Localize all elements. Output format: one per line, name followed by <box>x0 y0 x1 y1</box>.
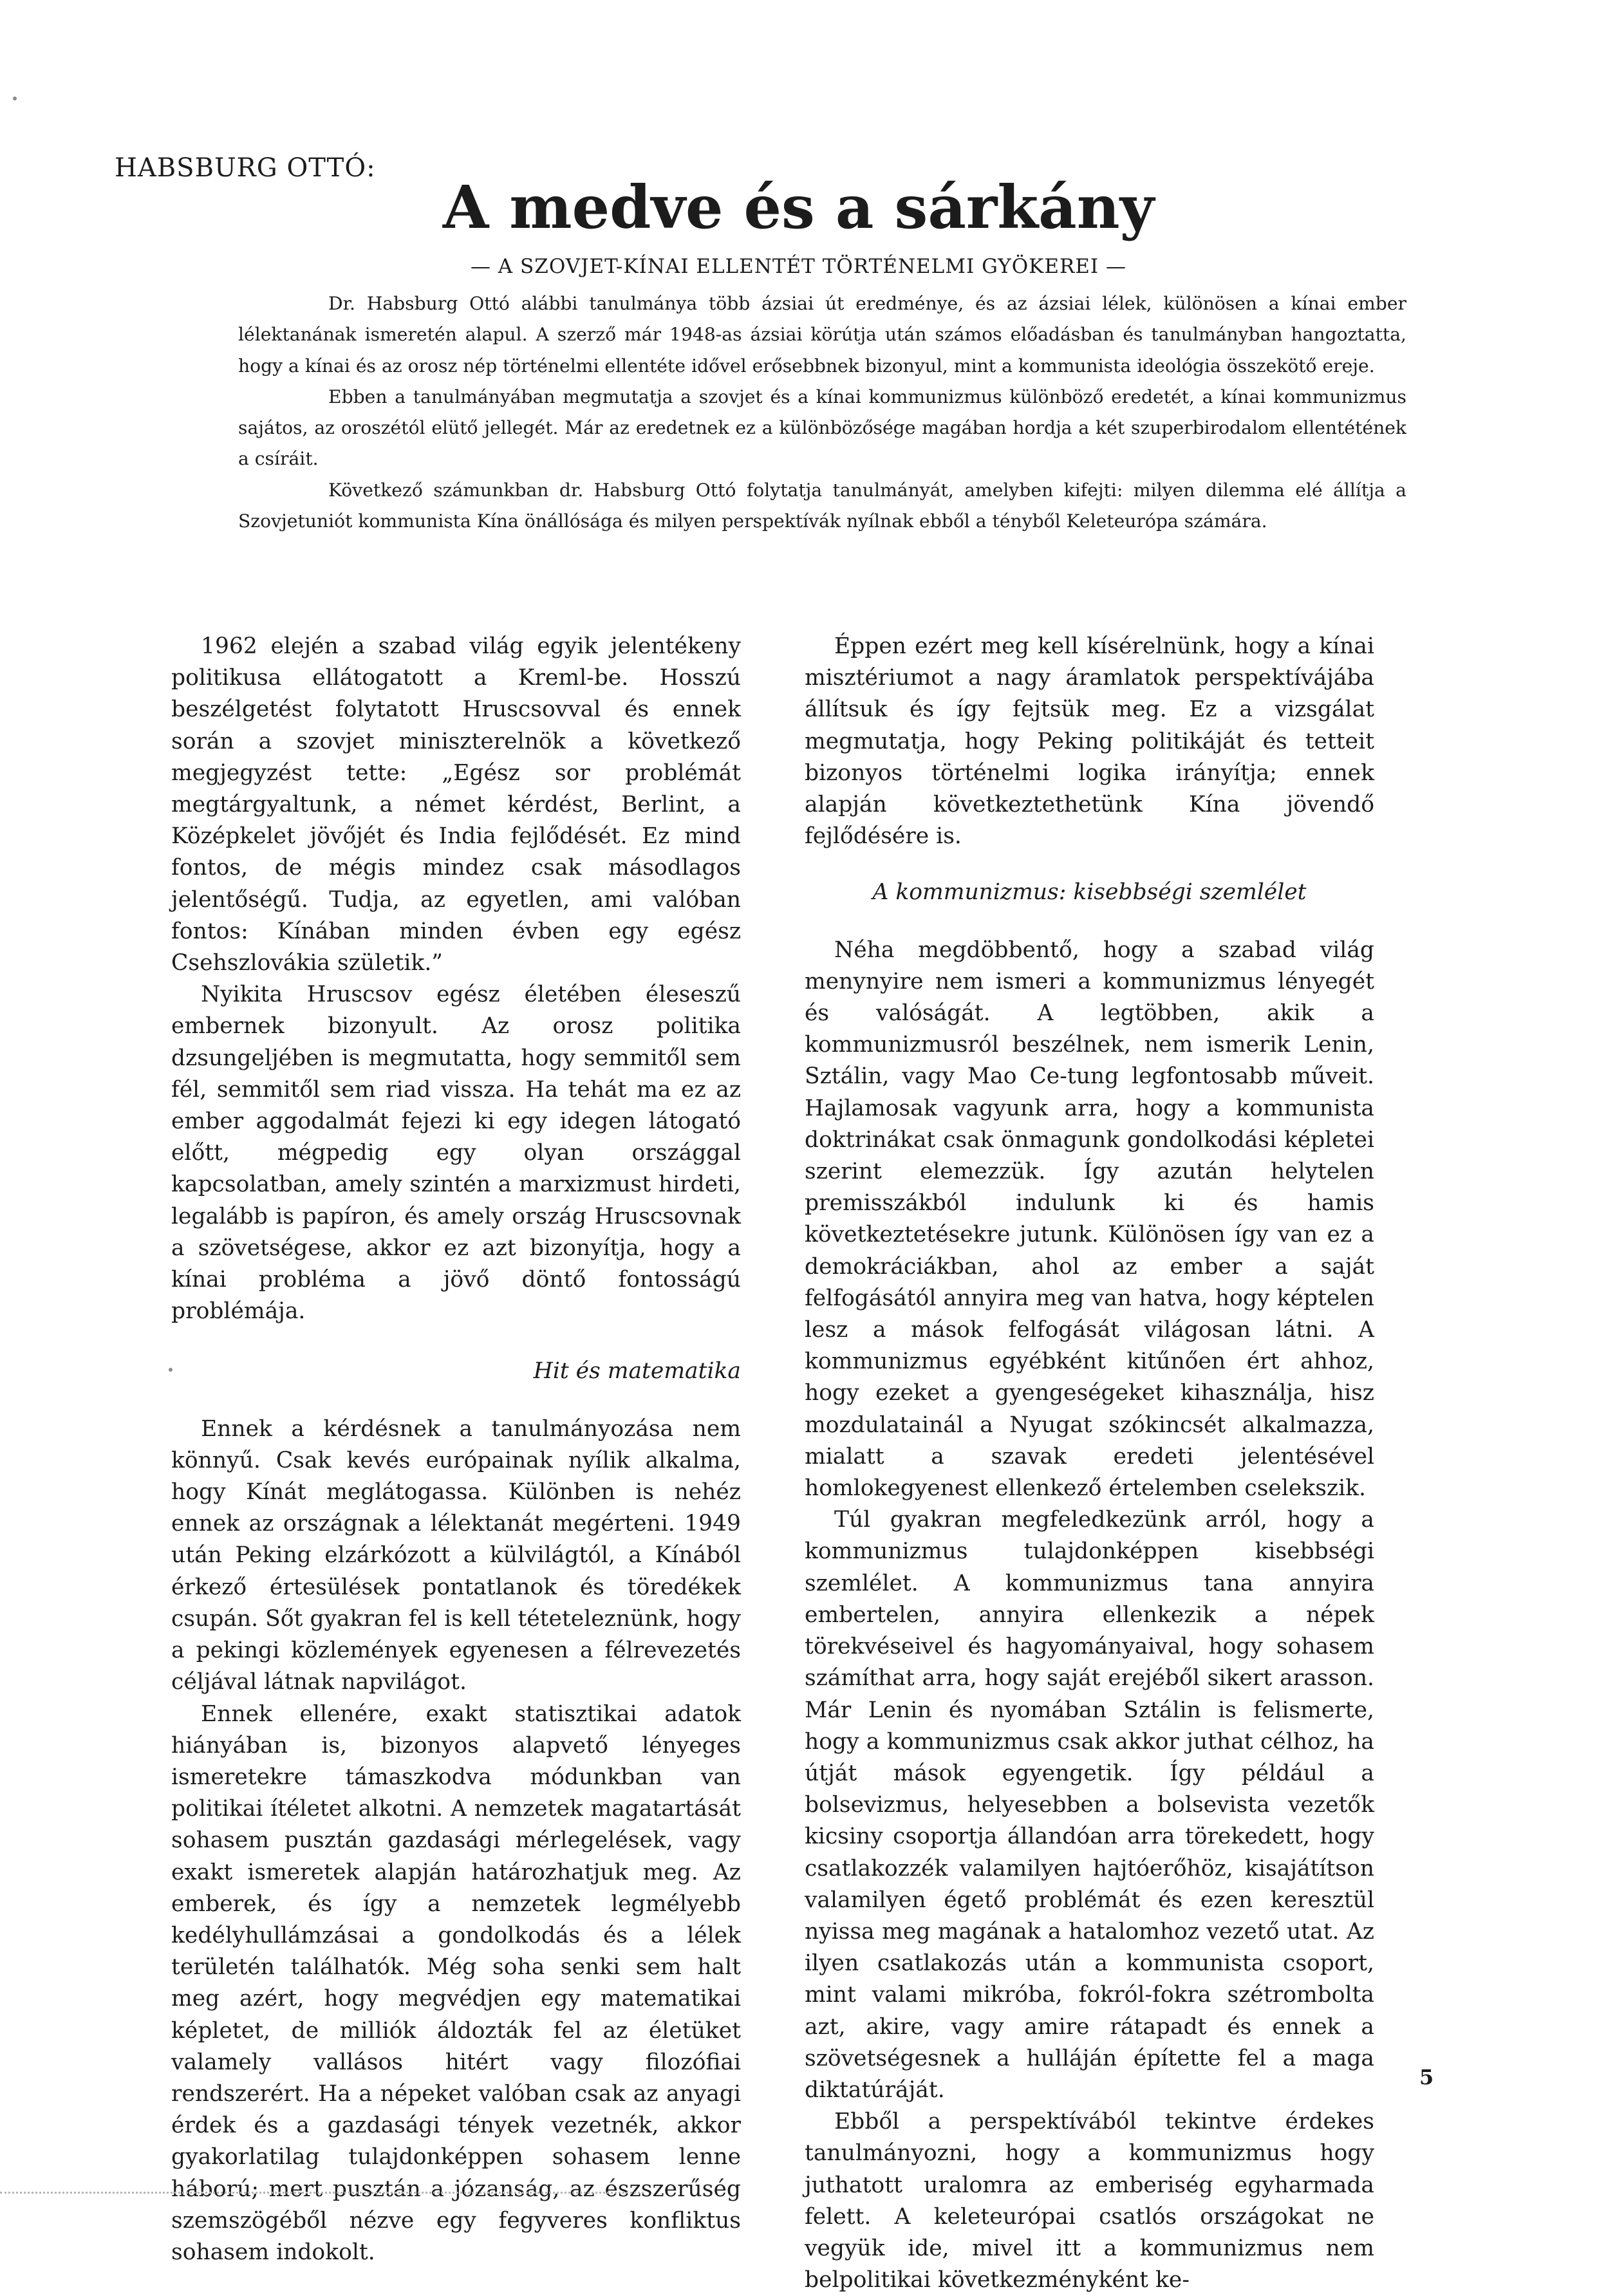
intro-paragraph: Ebben a tanulmányában megmutatja a szovjet és a kínai kommunizmus különböző eredetét, a kínai kommunizmus sajátos, az oroszétól elütő jellegét. Már az eredetnek ez a különbözősége magában hordja a két szuperbirodalom ellentétének a csíráit. <box>238 386 1406 470</box>
section-heading: A kommunizmus: kisebbségi szemlélet <box>872 879 1307 906</box>
body-paragraph: Ennek a kérdésnek a tanulmányozása nem könnyű. Csak kevés európainak nyílik alkalma, hogy Kínát meglátogassa. Különben is nehéz ennek az országnak a lélektanát megérteni. 1949 után Peking elzárkózott a külvilágtól, a Kínából érkező értesülések pontatlanok és töredékek csupán. Sőt gyakran fel is kell téteteleznünk, hogy a pekingi közlemények egyenesen a félrevezetés céljával látnak napvilágot. <box>171 1415 741 1695</box>
body-paragraph: Ennek ellenére, exakt statisztikai adatok hiányában is, bizonyos alapvető lényeges ismeretekre támaszkodva módunkban van politikai ítéletet alkotni. A nemzetek magatartását sohasem pusztán gazdasági mérlegelések, vagy exakt ismeretek alapján határozhatjuk meg. Az emberek, és így a nemzetek legmélyebb kedélyhullámzásai a gondolkodás és a lélek területén találhatók. Még soha senki sem halt meg azért, hogy megvédjen egy matematikai képletet, de milliók áldozták fel az életüket valamely vallásos hitért vagy filozófiai rendszerért. Ha a népeket valóban csak az anyagi érdek és a gazdasági tények vezetnék, akkor gyakorlatilag tulajdonképpen sohasem lenne háború; mert pusztán a józanság, az észszerűség szemszögéből nézve egy fegyveres konfliktus sohasem indokolt. <box>171 1701 741 2265</box>
body-paragraph: Túl gyakran megfeledkezünk arról, hogy a kommunizmus tulajdonképpen kisebbségi szemlélet. A kommunizmus tana annyira embertelen, annyira ellenkezik a népek törekvéseivel és hagyományaival, hogy sohasem számíthat arra, hogy saját erejéből sikert arasson. Már Lenin és nyomában Sztálin is felismerte, hogy a kommunizmus csak akkor juthat célhoz, ha útját mások egyengetik. Így például a bolsevizmus, helyesebben a bolsevista vezetők kicsiny csoportja állandóan arra törekedett, hogy csatlakozzék valamilyen hajtóerőhöz, kisajátítson valamilyen égető problémát és ezen keresztül nyissa meg magának a hatalomhoz vezető utat. Az ilyen csatlakozás után a kommunista csoport, mint valami mikróba, fokról-fokra szétrombolta azt, akire, vagy amire rátapadt és ennek a szövetségesnek a hulláján építette fel a maga diktatúráját. <box>805 1507 1374 2103</box>
author-line: HABSBURG OTTÓ: <box>115 153 376 183</box>
body-paragraph: Néha megdöbbentő, hogy a szabad világ menynyire nem ismeri a kommunizmus lényegét és valóságát. A legtöbben, akik a kommunizmusról beszélnek, nem ismerik Lenin, Sztálin, vagy Mao Ce-tung legfontosabb műveit. Hajlamosak vagyunk arra, hogy a kommunista doktrinákat csak önmagunk gondolkodási képletei szerint elemezzük. Így azután helytelen premisszákból indulunk ki és hamis következtetésekre jutunk. Különösen így van ez a demokráciákban, ahol az ember a saját felfogásától annyira meg van hatva, hogy képtelen lesz a mások felfogását világosan látni. A kommunizmus egyébként kitűnően ért ahhoz, hogy ezeket a gyengeségeket kihasználja, hisz mozdulatainál a Nyugat szókincsét alkalmazza, mialatt a szavak eredeti jelentésével homlokegyenest ellenkező értelemben cselekszik. <box>805 937 1374 1502</box>
body-paragraph: 1962 elején a szabad világ egyik jelentékeny politikusa ellátogatott a Kreml-be. Hosszú beszélgetést folytatott Hruscsovval és ennek során a szovjet miniszterelnök a következő megjegyzést tette: „Egész sor problémát megtárgyaltunk, a német kérdést, Berlint, a Középkelet jövőjét és India fejlődését. Ez mind fontos, de mégis mindez csak másodlagos jelentőségű. Tudja, az egyetlen, ami valóban fontos: Kínában minden évben egy egész Csehszlovákia születik.” <box>171 633 741 976</box>
intro-paragraph: Dr. Habsburg Ottó alábbi tanulmánya több ázsiai út eredménye, és az ázsiai lélek, különösen a kínai ember lélektanának ismeretén alapul. A szerző már 1948-as ázsiai körútja után számos előadásban és tanulmányban hangoztatta, hogy a kínai és az orosz nép történelmi ellentéte idővel erősebbnek bizonyul, mint a kommunista ideológia összekötő ereje. <box>238 293 1406 377</box>
left-column <box>171 631 741 2268</box>
scan-speck <box>169 1368 173 1372</box>
intro-paragraph: Következő számunkban dr. Habsburg Ottó folytatja tanulmányát, amelyben kifejti: milyen dilemma elé állítja a Szovjetuniót kommunista Kína önállósága és milyen perspektívák nyílnak ebből a tényből Keleteurópa számára. <box>238 479 1406 532</box>
article-subtitle: — A SZOVJET-KÍNAI ELLENTÉT TÖRTÉNELMI GYÖKEREI — <box>470 255 1127 278</box>
scan-speck <box>13 97 17 100</box>
right-column <box>805 631 1374 2296</box>
section-heading: Hit és matematika <box>533 1358 741 1385</box>
editorial-intro <box>238 288 1406 537</box>
article-title: A medve és a sárkány <box>442 173 1155 242</box>
body-paragraph: Ebből a perspektívából tekintve érdekes tanulmányozni, hogy a kommunizmus hogy juthatott uralomra az emberiség egyharmada felett. A keleteurópai csatlós országokat ne vegyük ide, mivel itt a kommunizmus nem belpolitikai következményként ke- <box>805 2109 1374 2293</box>
body-paragraph: Nyikita Hruscsov egész életében éleseszű embernek bizonyult. Az orosz politika dzsungeljében is megmutatta, hogy semmitől sem fél, semmitől sem riad vissza. Ha tehát ma ez az ember aggodalmát fejezi ki egy idegen látogató előtt, mégpedig egy olyan országgal kapcsolatban, amely szintén a marxizmust hirdeti, legalább is papíron, és amely ország Hruscsovnak a szövetségese, akkor ez azt bizonyítja, hogy a kínai probléma a jövő döntő fontosságú problémája. <box>171 982 741 1325</box>
scan-artifact-line <box>0 2192 644 2194</box>
page-number: 5 <box>1419 2065 1434 2089</box>
body-paragraph: Éppen ezért meg kell kísérelnünk, hogy a kínai misztériumot a nagy áramlatok perspektívájába állítsuk és így fejtsük meg. Ez a vizsgálat megmutatja, hogy Peking politikáját és tetteit bizonyos történelmi logika irányítja; ennek alapján következtethetünk Kína jövendő fejlődésére is. <box>805 633 1374 850</box>
